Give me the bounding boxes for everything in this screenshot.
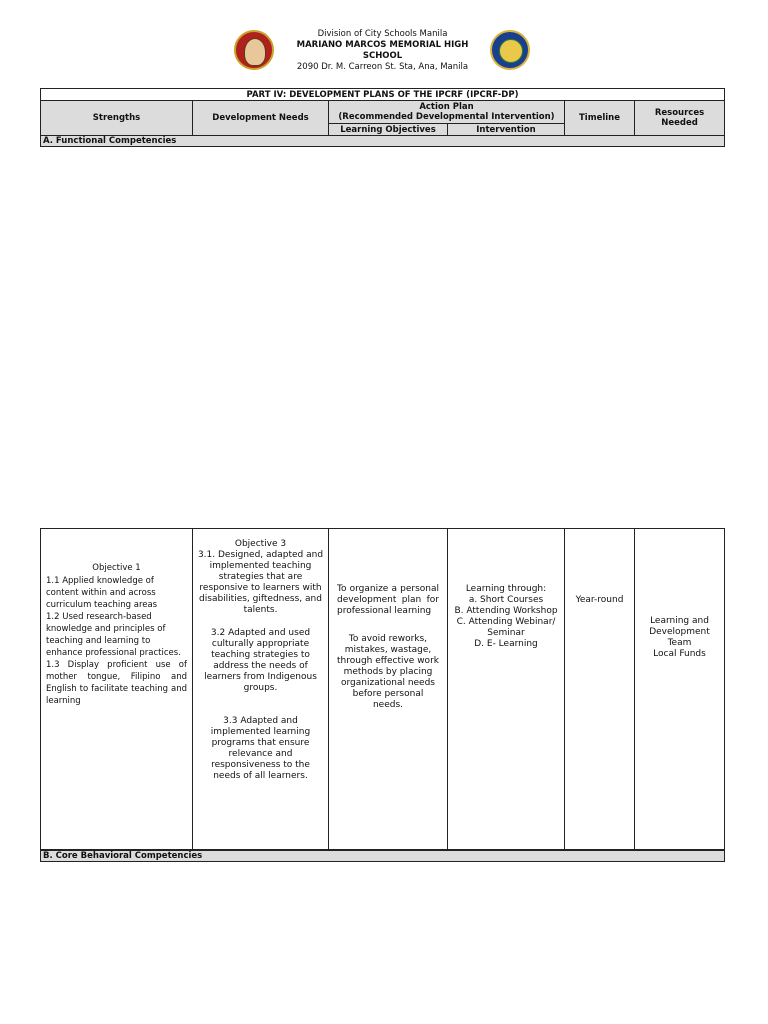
header-text xyxy=(280,29,485,73)
action-plan-label: Action Plan xyxy=(419,102,474,112)
strengths-item: 1.3 Display proficient use of mother tongue, Filipino and English to facilitate teaching and learning xyxy=(46,660,187,706)
division-seal-icon xyxy=(490,30,530,70)
timeline-cell xyxy=(565,529,635,850)
school-seal-icon xyxy=(234,30,274,70)
intervention-item: a. Short Courses xyxy=(468,595,544,605)
intervention-cell xyxy=(448,529,565,850)
table-title: PART IV: DEVELOPMENT PLANS OF THE IPCRF (IPCRF-DP) xyxy=(41,89,725,101)
intervention-item: D. E- Learning xyxy=(474,639,538,649)
col-header-resources: Resources Needed xyxy=(635,101,725,136)
action-plan-sublabel: (Recommended Developmental Intervention) xyxy=(338,112,555,122)
col-header-intervention: Intervention xyxy=(448,124,565,136)
needs-item: 3.1. Designed, adapted and implemented teaching strategies that are responsive to learners with disabilities, giftedness, and talents. xyxy=(197,550,324,615)
section-functional-competencies: A. Functional Competencies xyxy=(41,136,725,147)
resources-cell: Learning and Development Team Local Funds xyxy=(635,529,725,850)
intervention-item: B. Attending Workshop xyxy=(454,606,558,616)
intervention-title: Learning through: xyxy=(465,584,547,594)
section-core-behavioral-competencies: B. Core Behavioral Competencies xyxy=(41,850,725,862)
strengths-cell xyxy=(41,529,193,850)
strengths-item: 1.2 Used research-based knowledge and principles of teaching and learning to enhance professional practices. xyxy=(46,612,181,658)
col-header-development-needs: Development Needs xyxy=(193,101,329,136)
development-needs-cell xyxy=(193,529,329,850)
timeline-value: Year-round xyxy=(575,595,624,605)
school-name-line2: SCHOOL xyxy=(362,51,403,61)
col-header-learning-objectives: Learning Objectives xyxy=(329,124,448,136)
document-header xyxy=(0,0,768,80)
school-name-line1: MARIANO MARCOS MEMORIAL HIGH xyxy=(296,40,469,50)
col-header-timeline: Timeline xyxy=(565,101,635,136)
col-header-action-plan xyxy=(329,101,565,124)
learning-objectives-cell xyxy=(329,529,448,850)
needs-objective-title: Objective 3 xyxy=(234,539,287,549)
strengths-objective-title: Objective 1 xyxy=(92,563,141,573)
strengths-item: 1.1 Applied knowledge of content within and across curriculum teaching areas xyxy=(46,576,158,610)
development-plan-table xyxy=(40,528,725,862)
ipcrf-dp-header-table xyxy=(40,88,725,147)
intervention-item: C. Attending Webinar/ Seminar xyxy=(456,617,556,638)
school-address: 2090 Dr. M. Carreon St. Sta, Ana, Manila xyxy=(296,62,469,72)
objective-item: To organize a personal development plan for professional learning xyxy=(337,584,439,616)
col-header-strengths: Strengths xyxy=(41,101,193,136)
needs-item: 3.3 Adapted and implemented learning programs that ensure relevance and responsiveness to the needs of all learners. xyxy=(210,716,311,781)
objective-item: To avoid reworks, mistakes, wastage, through effective work methods by placing organizational needs before personal needs. xyxy=(337,634,439,710)
needs-item: 3.2 Adapted and used culturally appropriate teaching strategies to address the needs of learners from Indigenous groups. xyxy=(204,628,317,693)
division-name: Division of City Schools Manila xyxy=(317,29,448,39)
